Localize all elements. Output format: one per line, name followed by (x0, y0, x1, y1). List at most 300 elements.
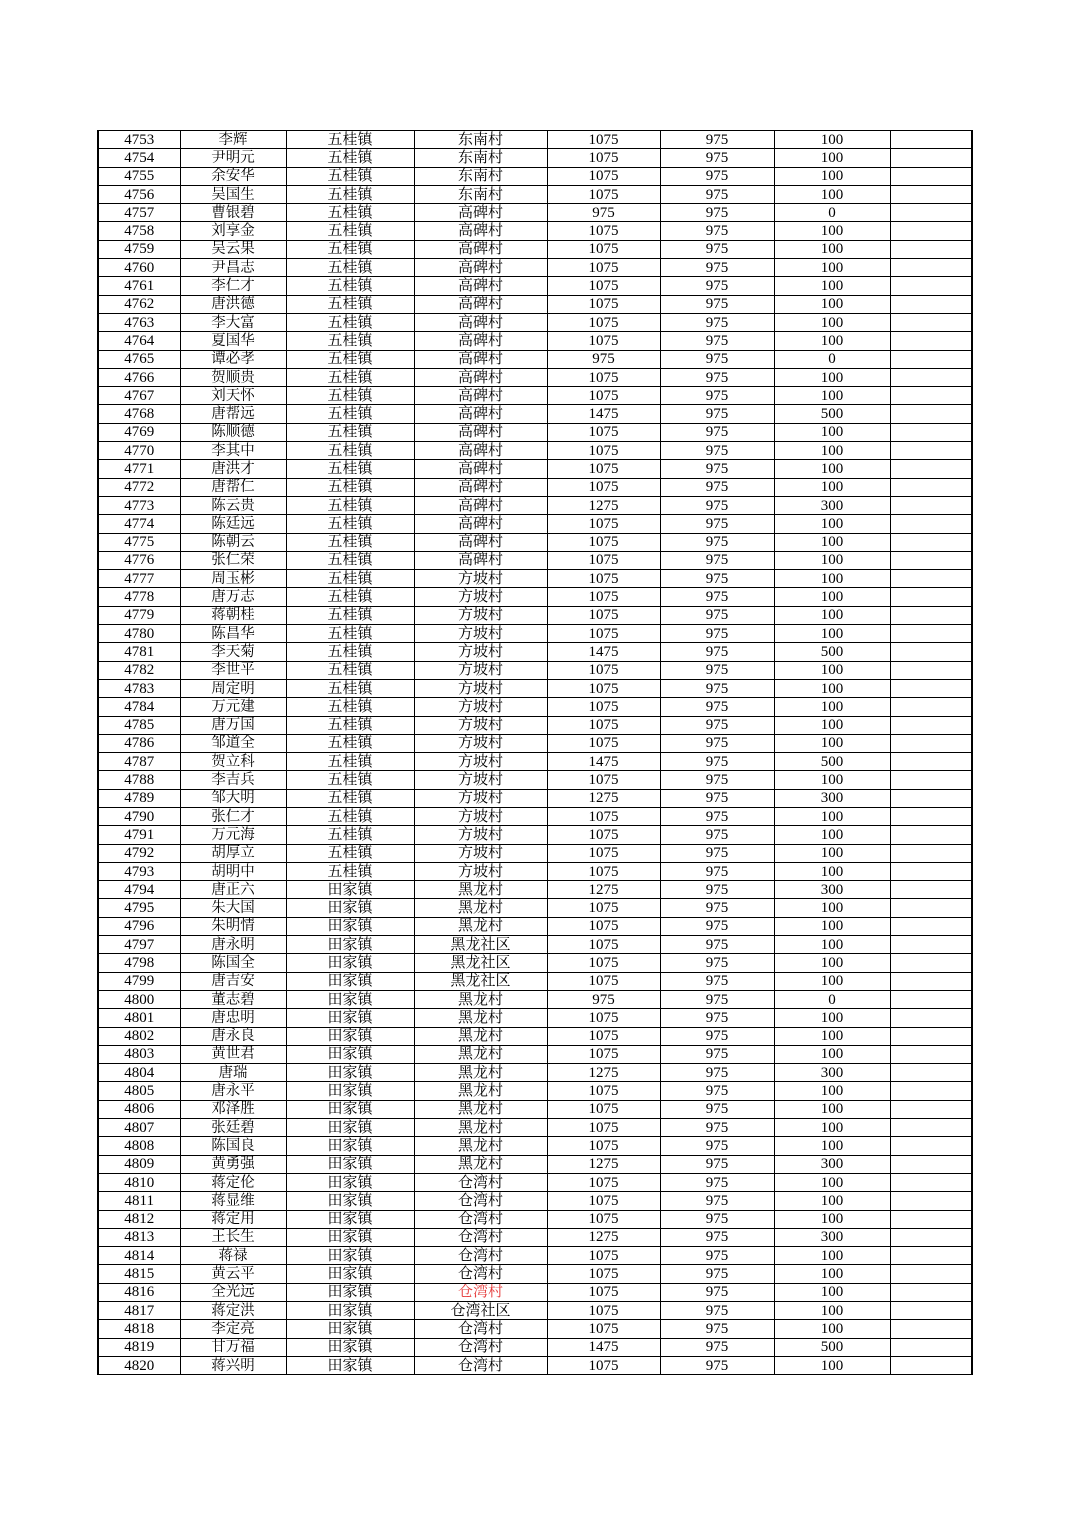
row-number-cell: 4766 (98, 368, 180, 386)
amount-total-cell: 1075 (547, 240, 660, 258)
amount-base-cell: 975 (660, 259, 774, 277)
amount-base-cell: 975 (660, 277, 774, 295)
name-cell: 陈国良 (180, 1137, 286, 1155)
row-number-cell: 4785 (98, 716, 180, 734)
name-cell: 尹明元 (180, 149, 286, 167)
note-cell (890, 551, 972, 569)
town-cell: 五桂镇 (286, 551, 414, 569)
note-cell (890, 131, 972, 149)
town-cell: 五桂镇 (286, 515, 414, 533)
row-number-cell: 4782 (98, 661, 180, 679)
amount-total-cell: 1075 (547, 259, 660, 277)
name-cell: 唐永平 (180, 1082, 286, 1100)
amount-total-cell: 1075 (547, 1265, 660, 1283)
amount-total-cell: 1075 (547, 899, 660, 917)
note-cell (890, 442, 972, 460)
amount-base-cell: 975 (660, 972, 774, 990)
town-cell: 五桂镇 (286, 259, 414, 277)
row-number-cell: 4754 (98, 149, 180, 167)
village-cell: 东南村 (414, 167, 547, 185)
amount-difference-cell: 100 (774, 1009, 890, 1027)
amount-base-cell: 975 (660, 442, 774, 460)
row-number-cell: 4759 (98, 240, 180, 258)
town-cell: 五桂镇 (286, 131, 414, 149)
amount-total-cell: 975 (547, 204, 660, 222)
row-number-cell: 4807 (98, 1119, 180, 1137)
table-row (98, 1173, 972, 1191)
amount-total-cell: 1075 (547, 972, 660, 990)
name-cell: 唐万志 (180, 588, 286, 606)
amount-difference-cell: 300 (774, 881, 890, 899)
table-row (98, 368, 972, 386)
table-row (98, 1283, 972, 1301)
note-cell (890, 826, 972, 844)
name-cell: 全光远 (180, 1283, 286, 1301)
note-cell (890, 222, 972, 240)
table-row (98, 807, 972, 825)
name-cell: 唐吉安 (180, 972, 286, 990)
amount-base-cell: 975 (660, 387, 774, 405)
row-number-cell: 4805 (98, 1082, 180, 1100)
row-number-cell: 4820 (98, 1356, 180, 1374)
note-cell (890, 807, 972, 825)
village-cell: 高碑村 (414, 551, 547, 569)
name-cell: 唐洪德 (180, 295, 286, 313)
amount-total-cell: 1075 (547, 277, 660, 295)
table-body (98, 131, 972, 1375)
town-cell: 田家镇 (286, 1356, 414, 1374)
table-row (98, 1100, 972, 1118)
row-number-cell: 4818 (98, 1320, 180, 1338)
table-row (98, 551, 972, 569)
amount-difference-cell: 100 (774, 734, 890, 752)
amount-difference-cell: 100 (774, 460, 890, 478)
amount-base-cell: 975 (660, 295, 774, 313)
name-cell: 王长生 (180, 1228, 286, 1246)
name-cell: 邓泽胜 (180, 1100, 286, 1118)
table-row (98, 625, 972, 643)
town-cell: 田家镇 (286, 1192, 414, 1210)
table-row (98, 1045, 972, 1063)
town-cell: 五桂镇 (286, 313, 414, 331)
name-cell: 蒋兴明 (180, 1356, 286, 1374)
table-row (98, 716, 972, 734)
row-number-cell: 4808 (98, 1137, 180, 1155)
amount-difference-cell: 100 (774, 972, 890, 990)
amount-difference-cell: 300 (774, 1155, 890, 1173)
amount-total-cell: 1075 (547, 734, 660, 752)
amount-difference-cell: 100 (774, 1082, 890, 1100)
amount-base-cell: 975 (660, 881, 774, 899)
village-cell: 高碑村 (414, 496, 547, 514)
amount-total-cell: 1075 (547, 1137, 660, 1155)
amount-difference-cell: 100 (774, 606, 890, 624)
village-cell: 高碑村 (414, 423, 547, 441)
amount-base-cell: 975 (660, 570, 774, 588)
row-number-cell: 4784 (98, 698, 180, 716)
name-cell: 尹昌志 (180, 259, 286, 277)
village-cell: 东南村 (414, 149, 547, 167)
row-number-cell: 4793 (98, 862, 180, 880)
amount-base-cell: 975 (660, 332, 774, 350)
town-cell: 五桂镇 (286, 807, 414, 825)
name-cell: 蒋定伦 (180, 1173, 286, 1191)
town-cell: 五桂镇 (286, 332, 414, 350)
amount-base-cell: 975 (660, 844, 774, 862)
village-cell: 高碑村 (414, 368, 547, 386)
amount-total-cell: 1075 (547, 442, 660, 460)
row-number-cell: 4762 (98, 295, 180, 313)
amount-base-cell: 975 (660, 679, 774, 697)
data-table (97, 130, 973, 1375)
town-cell: 田家镇 (286, 936, 414, 954)
village-cell: 高碑村 (414, 478, 547, 496)
town-cell: 五桂镇 (286, 716, 414, 734)
amount-difference-cell: 100 (774, 698, 890, 716)
name-cell: 陈国全 (180, 954, 286, 972)
amount-base-cell: 975 (660, 1173, 774, 1191)
amount-base-cell: 975 (660, 1155, 774, 1173)
note-cell (890, 460, 972, 478)
name-cell: 唐永明 (180, 936, 286, 954)
village-cell: 方坡村 (414, 679, 547, 697)
amount-base-cell: 975 (660, 716, 774, 734)
amount-difference-cell: 100 (774, 1302, 890, 1320)
row-number-cell: 4783 (98, 679, 180, 697)
amount-base-cell: 975 (660, 185, 774, 203)
table-row (98, 1119, 972, 1137)
town-cell: 五桂镇 (286, 588, 414, 606)
amount-base-cell: 975 (660, 917, 774, 935)
village-cell: 黑龙村 (414, 1100, 547, 1118)
amount-difference-cell: 300 (774, 1064, 890, 1082)
amount-total-cell: 1075 (547, 332, 660, 350)
row-number-cell: 4767 (98, 387, 180, 405)
amount-difference-cell: 100 (774, 661, 890, 679)
name-cell: 黄云平 (180, 1265, 286, 1283)
note-cell (890, 1137, 972, 1155)
note-cell (890, 1283, 972, 1301)
row-number-cell: 4778 (98, 588, 180, 606)
row-number-cell: 4779 (98, 606, 180, 624)
amount-difference-cell: 100 (774, 368, 890, 386)
amount-base-cell: 975 (660, 1192, 774, 1210)
amount-total-cell: 1075 (547, 1192, 660, 1210)
name-cell: 董志碧 (180, 990, 286, 1008)
name-cell: 李定亮 (180, 1320, 286, 1338)
note-cell (890, 167, 972, 185)
amount-base-cell: 975 (660, 862, 774, 880)
amount-base-cell: 975 (660, 423, 774, 441)
row-number-cell: 4772 (98, 478, 180, 496)
row-number-cell: 4777 (98, 570, 180, 588)
note-cell (890, 899, 972, 917)
town-cell: 田家镇 (286, 954, 414, 972)
name-cell: 朱明情 (180, 917, 286, 935)
amount-difference-cell: 100 (774, 1027, 890, 1045)
amount-difference-cell: 100 (774, 716, 890, 734)
note-cell (890, 423, 972, 441)
village-cell: 高碑村 (414, 515, 547, 533)
village-cell: 高碑村 (414, 460, 547, 478)
amount-total-cell: 1075 (547, 917, 660, 935)
row-number-cell: 4770 (98, 442, 180, 460)
village-cell: 高碑村 (414, 222, 547, 240)
village-cell: 高碑村 (414, 313, 547, 331)
amount-total-cell: 1075 (547, 515, 660, 533)
table-row (98, 570, 972, 588)
name-cell: 万元建 (180, 698, 286, 716)
note-cell (890, 844, 972, 862)
table-row (98, 954, 972, 972)
town-cell: 田家镇 (286, 917, 414, 935)
note-cell (890, 1228, 972, 1246)
row-number-cell: 4753 (98, 131, 180, 149)
amount-base-cell: 975 (660, 954, 774, 972)
amount-base-cell: 975 (660, 1265, 774, 1283)
amount-total-cell: 1275 (547, 496, 660, 514)
row-number-cell: 4804 (98, 1064, 180, 1082)
village-cell: 方坡村 (414, 625, 547, 643)
note-cell (890, 771, 972, 789)
village-cell: 方坡村 (414, 844, 547, 862)
amount-total-cell: 1075 (547, 570, 660, 588)
row-number-cell: 4757 (98, 204, 180, 222)
village-cell: 仓湾村 (414, 1210, 547, 1228)
name-cell: 胡明中 (180, 862, 286, 880)
note-cell (890, 1338, 972, 1356)
town-cell: 田家镇 (286, 1119, 414, 1137)
village-cell: 高碑村 (414, 442, 547, 460)
town-cell: 田家镇 (286, 1265, 414, 1283)
name-cell: 谭必孝 (180, 350, 286, 368)
amount-base-cell: 975 (660, 533, 774, 551)
village-cell: 方坡村 (414, 734, 547, 752)
note-cell (890, 862, 972, 880)
amount-total-cell: 1075 (547, 1082, 660, 1100)
amount-base-cell: 975 (660, 1045, 774, 1063)
village-cell: 高碑村 (414, 277, 547, 295)
table-row (98, 1137, 972, 1155)
amount-total-cell: 1075 (547, 844, 660, 862)
amount-difference-cell: 100 (774, 1265, 890, 1283)
row-number-cell: 4819 (98, 1338, 180, 1356)
amount-total-cell: 1075 (547, 1119, 660, 1137)
village-cell: 黑龙村 (414, 1119, 547, 1137)
table-row (98, 606, 972, 624)
name-cell: 李世平 (180, 661, 286, 679)
amount-difference-cell: 300 (774, 1228, 890, 1246)
note-cell (890, 661, 972, 679)
name-cell: 李仁才 (180, 277, 286, 295)
note-cell (890, 698, 972, 716)
village-cell: 方坡村 (414, 661, 547, 679)
amount-total-cell: 1075 (547, 1027, 660, 1045)
amount-difference-cell: 100 (774, 1100, 890, 1118)
row-number-cell: 4797 (98, 936, 180, 954)
table-row (98, 295, 972, 313)
name-cell: 蒋朝桂 (180, 606, 286, 624)
village-cell: 高碑村 (414, 350, 547, 368)
name-cell: 贺顺贵 (180, 368, 286, 386)
note-cell (890, 679, 972, 697)
note-cell (890, 1247, 972, 1265)
row-number-cell: 4789 (98, 789, 180, 807)
note-cell (890, 387, 972, 405)
amount-total-cell: 1075 (547, 167, 660, 185)
town-cell: 五桂镇 (286, 240, 414, 258)
village-cell: 高碑村 (414, 295, 547, 313)
row-number-cell: 4809 (98, 1155, 180, 1173)
town-cell: 田家镇 (286, 881, 414, 899)
amount-base-cell: 975 (660, 1228, 774, 1246)
row-number-cell: 4810 (98, 1173, 180, 1191)
table-row (98, 350, 972, 368)
amount-total-cell: 1075 (547, 1320, 660, 1338)
village-cell: 高碑村 (414, 259, 547, 277)
village-cell: 黑龙村 (414, 881, 547, 899)
amount-difference-cell: 100 (774, 533, 890, 551)
table-row (98, 313, 972, 331)
amount-difference-cell: 300 (774, 496, 890, 514)
amount-total-cell: 1075 (547, 460, 660, 478)
village-cell: 仓湾村 (414, 1228, 547, 1246)
table-row (98, 1228, 972, 1246)
row-number-cell: 4776 (98, 551, 180, 569)
amount-difference-cell: 100 (774, 332, 890, 350)
amount-difference-cell: 100 (774, 1247, 890, 1265)
table-row (98, 990, 972, 1008)
name-cell: 曹银碧 (180, 204, 286, 222)
name-cell: 唐帮仁 (180, 478, 286, 496)
amount-total-cell: 1475 (547, 643, 660, 661)
amount-difference-cell: 300 (774, 789, 890, 807)
town-cell: 田家镇 (286, 1338, 414, 1356)
amount-total-cell: 1075 (547, 149, 660, 167)
amount-base-cell: 975 (660, 1302, 774, 1320)
amount-total-cell: 1075 (547, 588, 660, 606)
table-row (98, 844, 972, 862)
row-number-cell: 4761 (98, 277, 180, 295)
amount-difference-cell: 500 (774, 405, 890, 423)
note-cell (890, 259, 972, 277)
amount-difference-cell: 500 (774, 1338, 890, 1356)
table-row (98, 442, 972, 460)
amount-base-cell: 975 (660, 1119, 774, 1137)
note-cell (890, 185, 972, 203)
note-cell (890, 1064, 972, 1082)
amount-total-cell: 1075 (547, 1247, 660, 1265)
amount-total-cell: 1275 (547, 881, 660, 899)
table-row (98, 1009, 972, 1027)
table-row (98, 423, 972, 441)
amount-total-cell: 1075 (547, 1009, 660, 1027)
row-number-cell: 4791 (98, 826, 180, 844)
town-cell: 五桂镇 (286, 387, 414, 405)
amount-total-cell: 1075 (547, 368, 660, 386)
amount-total-cell: 1075 (547, 1100, 660, 1118)
amount-difference-cell: 100 (774, 478, 890, 496)
village-cell: 仓湾村 (414, 1338, 547, 1356)
note-cell (890, 533, 972, 551)
note-cell (890, 716, 972, 734)
note-cell (890, 1100, 972, 1118)
village-cell: 高碑村 (414, 332, 547, 350)
amount-difference-cell: 100 (774, 167, 890, 185)
town-cell: 田家镇 (286, 1045, 414, 1063)
amount-total-cell: 1075 (547, 716, 660, 734)
amount-total-cell: 1075 (547, 954, 660, 972)
village-cell: 黑龙社区 (414, 972, 547, 990)
amount-total-cell: 1075 (547, 222, 660, 240)
table-row (98, 1192, 972, 1210)
row-number-cell: 4801 (98, 1009, 180, 1027)
town-cell: 五桂镇 (286, 661, 414, 679)
name-cell: 蒋定洪 (180, 1302, 286, 1320)
name-cell: 张廷碧 (180, 1119, 286, 1137)
table-row (98, 387, 972, 405)
row-number-cell: 4781 (98, 643, 180, 661)
table-row (98, 460, 972, 478)
row-number-cell: 4799 (98, 972, 180, 990)
amount-difference-cell: 100 (774, 1356, 890, 1374)
table-row (98, 826, 972, 844)
amount-difference-cell: 100 (774, 131, 890, 149)
amount-difference-cell: 100 (774, 387, 890, 405)
village-cell: 黑龙村 (414, 1064, 547, 1082)
amount-base-cell: 975 (660, 1320, 774, 1338)
amount-base-cell: 975 (660, 1009, 774, 1027)
village-cell: 高碑村 (414, 533, 547, 551)
town-cell: 田家镇 (286, 990, 414, 1008)
village-cell: 方坡村 (414, 643, 547, 661)
name-cell: 唐正六 (180, 881, 286, 899)
amount-total-cell: 1275 (547, 1228, 660, 1246)
table-row (98, 734, 972, 752)
table-row (98, 222, 972, 240)
amount-difference-cell: 100 (774, 313, 890, 331)
note-cell (890, 204, 972, 222)
row-number-cell: 4790 (98, 807, 180, 825)
name-cell: 陈云贵 (180, 496, 286, 514)
amount-difference-cell: 100 (774, 1192, 890, 1210)
amount-base-cell: 975 (660, 606, 774, 624)
row-number-cell: 4812 (98, 1210, 180, 1228)
town-cell: 五桂镇 (286, 204, 414, 222)
amount-total-cell: 1075 (547, 1210, 660, 1228)
table-row (98, 515, 972, 533)
amount-difference-cell: 100 (774, 826, 890, 844)
amount-difference-cell: 100 (774, 277, 890, 295)
note-cell (890, 954, 972, 972)
town-cell: 五桂镇 (286, 222, 414, 240)
amount-total-cell: 1275 (547, 1155, 660, 1173)
note-cell (890, 478, 972, 496)
town-cell: 田家镇 (286, 1009, 414, 1027)
town-cell: 田家镇 (286, 1155, 414, 1173)
row-number-cell: 4794 (98, 881, 180, 899)
name-cell: 李其中 (180, 442, 286, 460)
row-number-cell: 4816 (98, 1283, 180, 1301)
name-cell: 唐洪才 (180, 460, 286, 478)
village-cell: 方坡村 (414, 570, 547, 588)
row-number-cell: 4813 (98, 1228, 180, 1246)
amount-base-cell: 975 (660, 496, 774, 514)
amount-difference-cell: 100 (774, 899, 890, 917)
name-cell: 李大富 (180, 313, 286, 331)
amount-base-cell: 975 (660, 1356, 774, 1374)
table-row (98, 478, 972, 496)
